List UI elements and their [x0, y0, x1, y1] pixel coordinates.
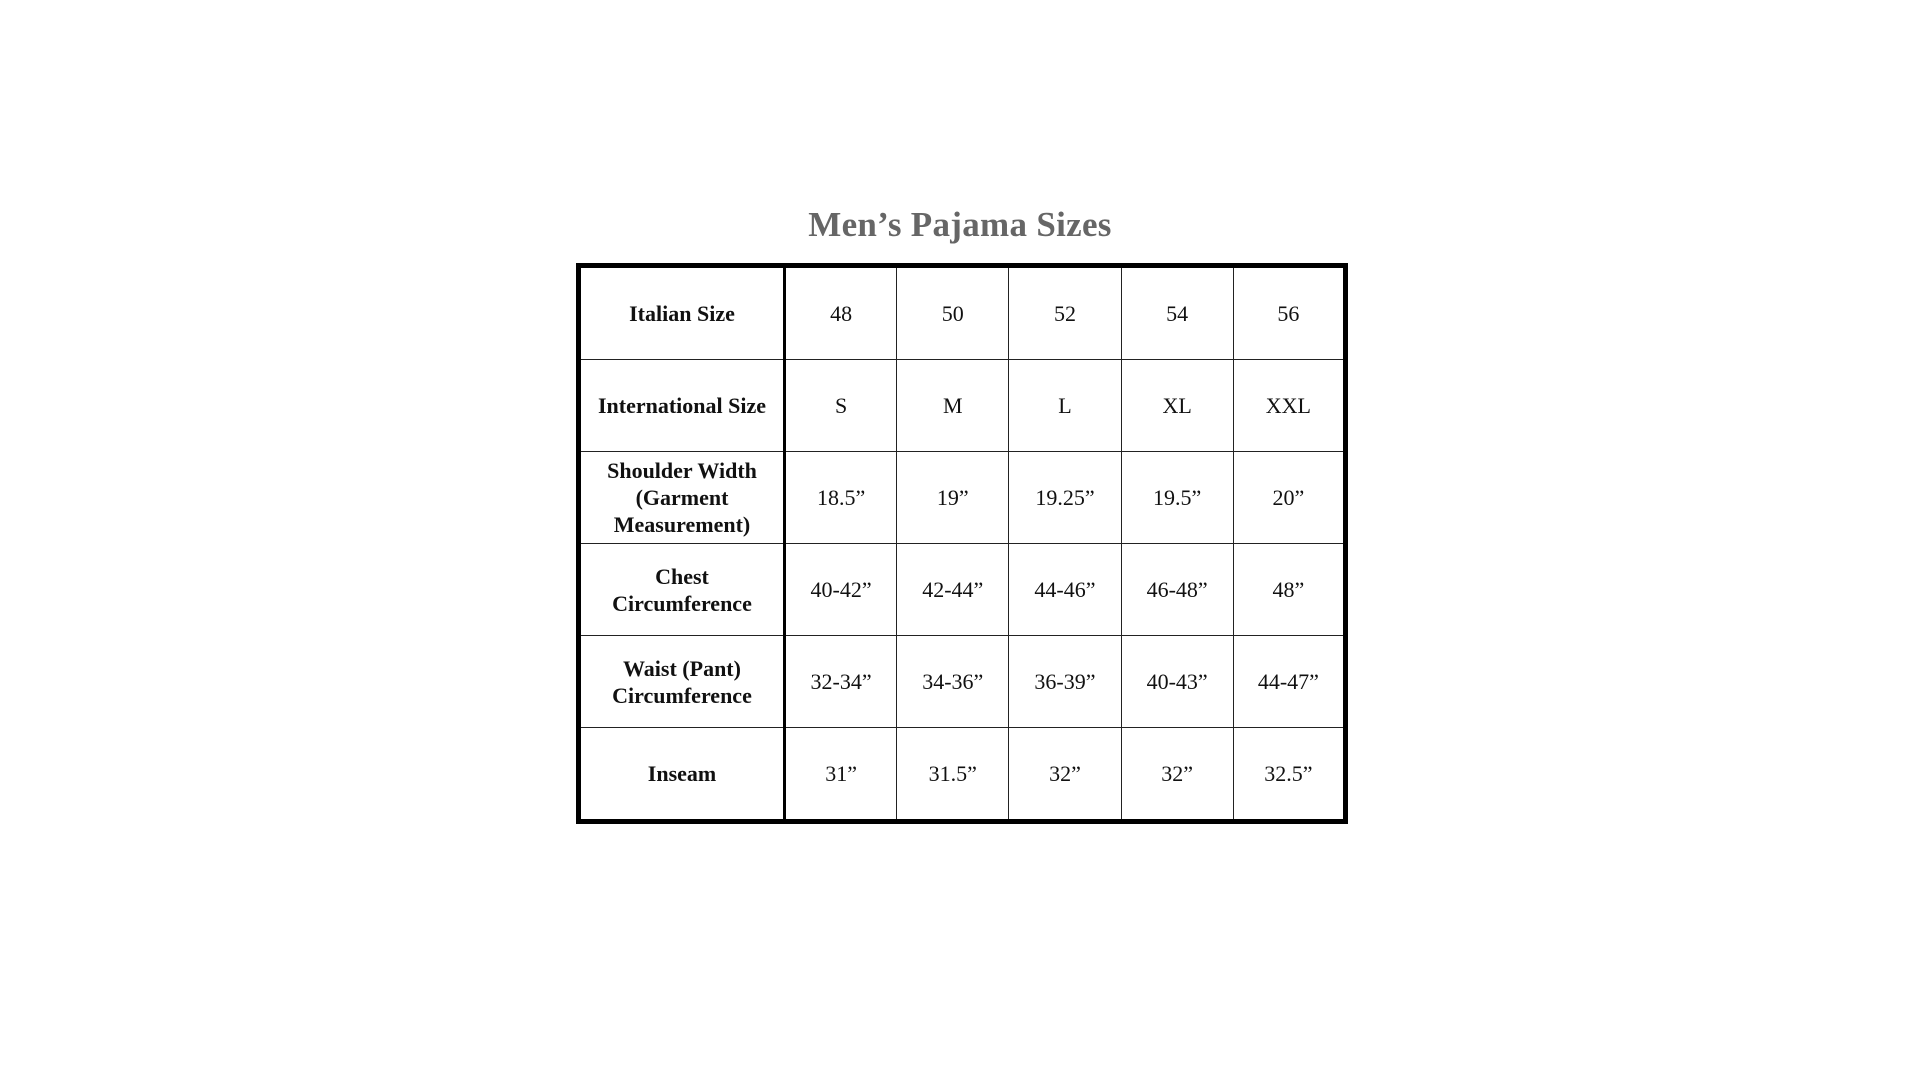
cell-waist-circumference-5: 44-47”: [1233, 636, 1345, 728]
cell-chest-circumference-1: 40-42”: [785, 544, 897, 636]
cell-italian-size-3: 52: [1009, 266, 1121, 360]
table-row-italian-size: [579, 266, 1346, 360]
cell-inseam-3: 32”: [1009, 728, 1121, 822]
cell-shoulder-width-4: 19.5”: [1121, 452, 1233, 544]
cell-shoulder-width-2: 19”: [897, 452, 1009, 544]
cell-chest-circumference-5: 48”: [1233, 544, 1345, 636]
table-row-waist-circumference: [579, 636, 1346, 728]
row-label-waist-circumference: Waist (Pant) Circumference: [579, 636, 785, 728]
cell-inseam-4: 32”: [1121, 728, 1233, 822]
cell-waist-circumference-2: 34-36”: [897, 636, 1009, 728]
table-row-chest-circumference: [579, 544, 1346, 636]
cell-international-size-3: L: [1009, 360, 1121, 452]
table-row-international-size: [579, 360, 1346, 452]
size-chart-table: [576, 263, 1348, 824]
cell-italian-size-2: 50: [897, 266, 1009, 360]
row-label-inseam: Inseam: [579, 728, 785, 822]
cell-waist-circumference-4: 40-43”: [1121, 636, 1233, 728]
table-row-inseam: [579, 728, 1346, 822]
cell-chest-circumference-2: 42-44”: [897, 544, 1009, 636]
row-label-chest-circumference: Chest Circumference: [579, 544, 785, 636]
cell-inseam-2: 31.5”: [897, 728, 1009, 822]
cell-inseam-1: 31”: [785, 728, 897, 822]
cell-international-size-5: XXL: [1233, 360, 1345, 452]
cell-italian-size-1: 48: [785, 266, 897, 360]
page-title: Men’s Pajama Sizes: [808, 205, 1112, 244]
cell-inseam-5: 32.5”: [1233, 728, 1345, 822]
cell-international-size-1: S: [785, 360, 897, 452]
row-label-international-size: International Size: [579, 360, 785, 452]
cell-international-size-2: M: [897, 360, 1009, 452]
cell-international-size-4: XL: [1121, 360, 1233, 452]
cell-shoulder-width-1: 18.5”: [785, 452, 897, 544]
cell-chest-circumference-3: 44-46”: [1009, 544, 1121, 636]
cell-shoulder-width-5: 20”: [1233, 452, 1345, 544]
row-label-italian-size: Italian Size: [579, 266, 785, 360]
cell-italian-size-5: 56: [1233, 266, 1345, 360]
row-label-shoulder-width: Shoulder Width (Garment Measurement): [579, 452, 785, 544]
cell-shoulder-width-3: 19.25”: [1009, 452, 1121, 544]
cell-waist-circumference-1: 32-34”: [785, 636, 897, 728]
cell-waist-circumference-3: 36-39”: [1009, 636, 1121, 728]
cell-italian-size-4: 54: [1121, 266, 1233, 360]
cell-chest-circumference-4: 46-48”: [1121, 544, 1233, 636]
table-row-shoulder-width: [579, 452, 1346, 544]
